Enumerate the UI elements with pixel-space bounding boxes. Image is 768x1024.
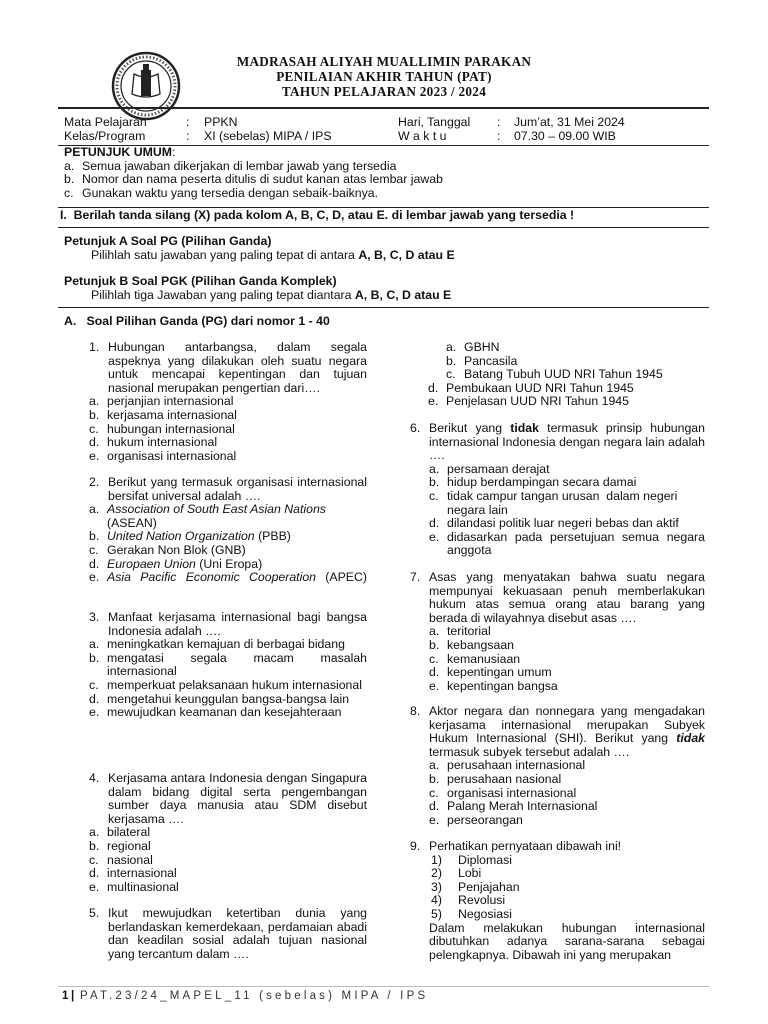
question-8: 8. Aktor negara dan nonnegara yang mengadakan kerjasama internasional merupakan Subyek Hukum Internasional (SHI). Berikut yang tidak termasuk subyek tersebut adalah …. a. perusahaan internasional b. perusahaan nasional c. organisasi internasional d. Palang Merah Internasional e. perseorangan bbox=[410, 704, 705, 827]
class-value: XI (sebelas) MIPA / IPS bbox=[204, 129, 332, 143]
question-5-options: a. GBHN b. Pancasila c. Batang Tubuh UUD NRI Tahun 1945 d. Pembukaan UUD NRI Tahun 1945 e. Penjelasan UUD NRI Tahun 1945 bbox=[428, 340, 663, 409]
school-seal-logo bbox=[108, 50, 184, 122]
general-instructions: PETUNJUK UMUM: a. Semua jawaban dikerjakan di lembar jawab yang tersedia b. Nomor dan nama peserta ditulis di sudut kanan atas lembar jawab c. Gunakan waktu yang tersedia dengan sebaik-baiknya. bbox=[64, 145, 443, 200]
question-7: 7. Asas yang menyatakan bahwa suatu negara mempunyai kekuasaan penuh memberlakukan hukum atas semua orang atau barang yang berada di wilayahnya disebut asas …. a. teritorial b. kebangsaan c. kemanusiaan d. kepentingan umum e. kepentingan bangsa bbox=[410, 570, 705, 693]
section-i-instruction: I. Berilah tanda silang (X) pada kolom A, B, C, D, atau E. di lembar jawab yang tersedia ! bbox=[60, 208, 575, 222]
question-3: 3. Manfaat kerjasama internasional bagi bangsa Indonesia adalah …. a. meningkatkan kemajuan di berbagai bidang b. mengatasi segala macam masalah internasional c. memperkuat pelaksanaan hukum internasional d. mengetahui keunggulan bangsa-bangsa lain e. mewujudkan keamanan dan kesejahteraan bbox=[89, 610, 367, 720]
time-label: W a k t u bbox=[398, 129, 447, 143]
exam-title: PENILAIAN AKHIR TAHUN (PAT) bbox=[276, 69, 492, 84]
question-1: 1. Hubungan antarbangsa, dalam segala aspeknya yang dilakukan oleh suatu negara untuk mencapai kepentingan dan tujuan nasional merupakan pengertian dari…. a. perjanjian internasional b. kerjasama internasional c. hubungan internasional d. hukum internasional e. organisasi internasional bbox=[89, 340, 367, 463]
subject-value: PPKN bbox=[204, 115, 238, 129]
question-4: 4. Kerjasama antara Indonesia dengan Singapura dalam bidang digital serta pengembangan sumber daya manusia atau SDM disebut kerjasama …. a. bilateral b. regional c. nasional d. internasional e. multinasional bbox=[89, 771, 367, 894]
page-number: 1 bbox=[62, 990, 69, 1002]
question-9: 9. Perhatikan pernyataan dibawah ini! 1) Diplomasi 2) Lobi 3) Penjajahan 4) Revolusi 5) Negosiasi Dalam melakukan hubungan internasional dibutuhkan adanya sarana-sarana sebagai pelengkapnya. Dibawah ini yang merupakan bbox=[410, 839, 705, 962]
day-date-value: Jum’at, 31 Mei 2024 bbox=[514, 115, 625, 129]
school-name: MADRASAH ALIYAH MUALLIMIN PARAKAN bbox=[236, 54, 532, 69]
academic-year: TAHUN PELAJARAN 2023 / 2024 bbox=[281, 84, 487, 99]
class-label: Kelas/Program bbox=[64, 129, 146, 143]
time-value: 07.30 – 09.00 WIB bbox=[514, 129, 616, 143]
question-5: 5. Ikut mewujudkan ketertiban dunia yang berlandaskan kemerdekaan, perdamaian abadi dan keadilan sosial adalah tujuan nasional yang tercantum dalam …. bbox=[89, 906, 367, 961]
subject-label: Mata Pelajaran bbox=[64, 115, 147, 129]
day-date-label: Hari, Tanggal bbox=[398, 115, 471, 129]
question-6: 6. Berikut yang tidak termasuk prinsip hubungan internasional Indonesia dengan negara lain adalah …. a. persamaan derajat b. hidup berdampingan secara damai c. tidak campur tangan urusan dalam negeri negara lain d. dilandasi politik luar negeri bebas dan aktif e. didasarkan pada persetujuan semua negara anggota bbox=[410, 421, 705, 558]
page-footer: 1 | PAT.23/24_MAPEL_11 (sebelas) MIPA / IPS bbox=[58, 986, 709, 987]
footer-doc-code: PAT.23/24_MAPEL_11 (sebelas) MIPA / IPS bbox=[80, 990, 429, 1002]
section-a-title: A. Soal Pilihan Ganda (PG) dari nomor 1 - 40 bbox=[64, 314, 330, 328]
general-instructions-title: PETUNJUK UMUM bbox=[64, 145, 172, 159]
question-2: 2. Berikut yang termasuk organisasi internasional bersifat universal adalah …. a. Association of South East Asian Nations (ASEAN) b. United Nation Organization (PBB) c. Gerakan Non Blok (GNB) d. Europaen Union (Uni Eropa) e. Asia Pacific Economic Cooperation (APEC) bbox=[89, 475, 367, 585]
instruction-b: Petunjuk B Soal PGK (Pilihan Ganda Komplek) Pilihlah tiga Jawaban yang paling tepat diantara A, B, C, D atau E bbox=[64, 274, 452, 302]
instruction-a: Petunjuk A Soal PG (Pilihan Ganda) Pilihlah satu jawaban yang paling tepat di antara A, B, C, D atau E bbox=[64, 234, 455, 262]
